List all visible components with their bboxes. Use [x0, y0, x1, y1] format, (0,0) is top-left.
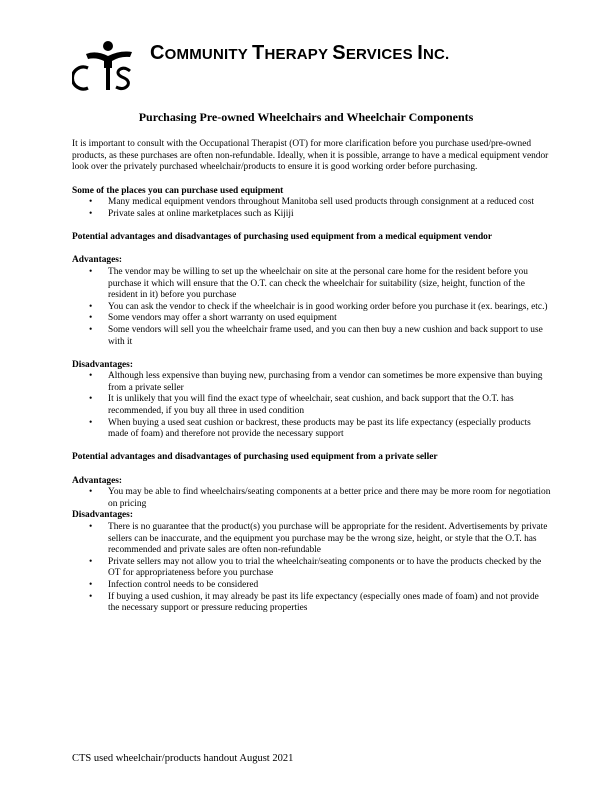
document-body: [72, 139, 552, 615]
private-disadvantages-list: [72, 522, 552, 615]
list-item: • Some vendors may offer a short warranty on used equipment: [89, 313, 337, 324]
private-advantages-list: [72, 487, 552, 510]
list-item: • Some vendors will sell you the wheelchair frame used, and you can then buy a new cushion and back support to use with it: [89, 324, 543, 347]
cts-logo-icon: [72, 40, 134, 92]
list-item: • It is unlikely that you will find the exact type of wheelchair, seat cushion, and back support that the O.T. has recommended, if you buy all three in used condition: [89, 394, 514, 417]
organization-name: COMMUNITY THERAPY SERVICES INC.: [150, 42, 450, 64]
bullet-icon: •: [89, 556, 93, 567]
list-item: • Private sellers may not allow you to trial the wheelchair/seating components or to have the products checked by the OT for appropriateness before you purchase: [89, 556, 542, 579]
intro-paragraph: It is important to consult with the Occupational Therapist (OT) for more clarification before you purchase used/pre-owned products, as these purchases are often non-refundable. Ideally, when it is possible, arrange to have a medical equipment vendor look over the privately purchased wheelchair/products to ensure it is good working order before purchasing.: [72, 139, 549, 173]
private-disadvantages-label: Disadvantages:: [72, 510, 133, 521]
vendor-heading: Potential advantages and disadvantages of purchasing used equipment from a medical equipment vendor: [72, 232, 493, 243]
list-item: • Private sales at online marketplaces such as Kijiji: [89, 208, 294, 219]
bullet-icon: •: [89, 324, 93, 335]
bullet-icon: •: [89, 197, 93, 208]
bullet-icon: •: [89, 208, 93, 219]
bullet-icon: •: [89, 301, 93, 312]
list-item: • You can ask the vendor to check if the wheelchair is in good working order before you purchase it (ex. bearings, etc.): [89, 301, 548, 312]
places-heading: Some of the places you can purchase used equipment: [72, 185, 284, 196]
bullet-icon: •: [89, 394, 93, 405]
vendor-disadvantages-label: Disadvantages:: [72, 359, 133, 370]
list-item: • If buying a used cushion, it may already be past its life expectancy (especially ones made of foam) and not provide the necessary support or pressure reducing properties: [89, 591, 539, 614]
bullet-icon: •: [89, 371, 93, 382]
bullet-icon: •: [89, 579, 93, 590]
places-list: [72, 197, 552, 220]
vendor-disadvantages-list: [72, 371, 552, 441]
bullet-icon: •: [89, 591, 93, 602]
bullet-icon: •: [89, 266, 93, 277]
document-title: Purchasing Pre-owned Wheelchairs and Wheelchair Components: [138, 110, 474, 124]
list-item: • You may be able to find wheelchairs/seating components at a better price and there may be more room for negotiation on pricing: [89, 487, 551, 509]
vendor-advantages-list: [72, 267, 552, 348]
bullet-icon: •: [89, 417, 93, 428]
list-item: • There is no guarantee that the product(s) you purchase will be appropriate for the resident. Advertisements by private sellers can be inaccurate, and the equipment you purchase may be the wrong size, height, or style that the O.T. has recommended and private sales are often non-refundable: [89, 522, 548, 556]
vendor-advantages-label: Advantages:: [72, 255, 123, 266]
bullet-icon: •: [89, 487, 93, 498]
list-item: • Although less expensive than buying new, purchasing from a vendor can sometimes be more expensive than buying from a private seller: [89, 371, 543, 393]
private-advantages-label: Advantages:: [72, 475, 123, 486]
list-item: • The vendor may be willing to set up the wheelchair on site at the personal care home for the resident before you purchase it which will ensure that the O.T. can check the wheelchair for suitability (size, height, function of the resident in it) before you purchase: [89, 266, 528, 301]
list-item: • Infection control needs to be considered: [89, 579, 259, 590]
list-item: • When buying a used seat cushion or backrest, these products may be past its life expectancy (especially products made of foam) and therefore not provide the necessary support: [89, 417, 531, 440]
private-heading: Potential advantages and disadvantages of purchasing used equipment from a private seller: [72, 452, 438, 463]
bullet-icon: •: [89, 313, 93, 324]
list-item: • Many medical equipment vendors throughout Manitoba sell used products through consignment at a reduced cost: [89, 197, 534, 208]
page-footer: CTS used wheelchair/products handout August 2021: [72, 753, 294, 764]
cts-logo: [72, 40, 134, 92]
bullet-icon: •: [89, 522, 93, 532]
